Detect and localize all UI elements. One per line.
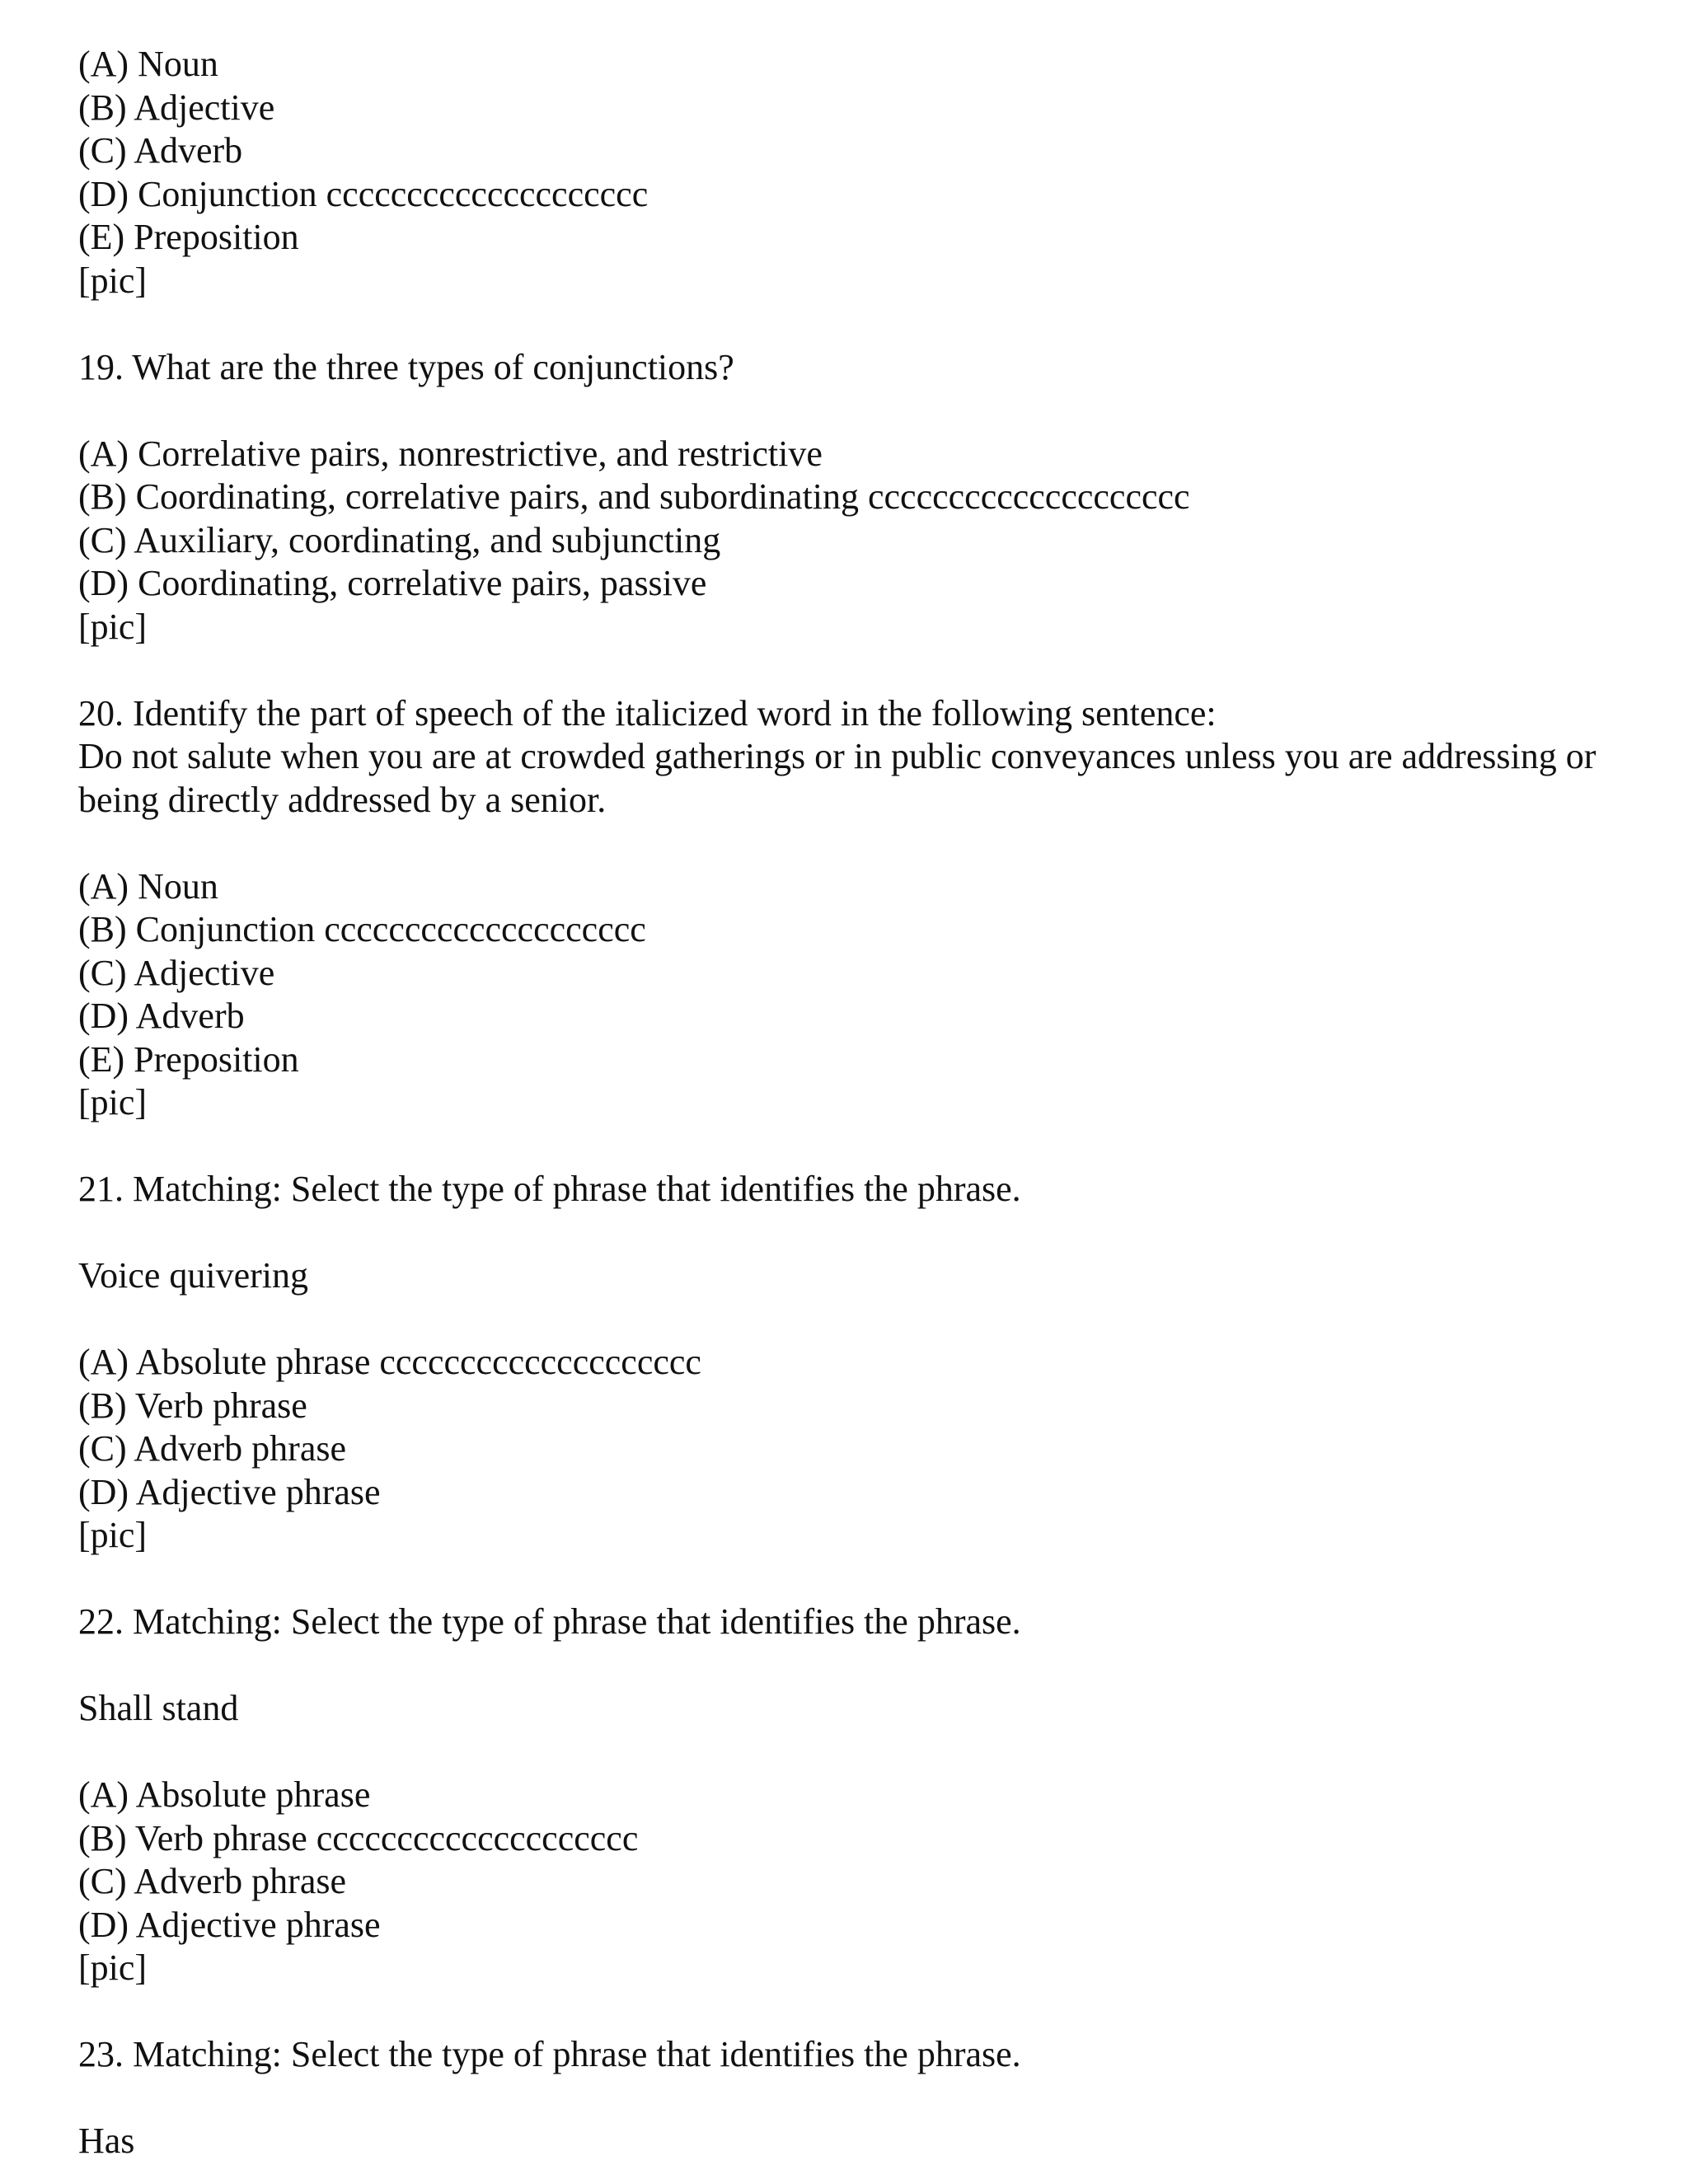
document-body (78, 43, 1644, 2163)
option-b: (B) Adjective (78, 87, 275, 128)
question-stem: 20. Identify the part of speech of the italicized word in the following sentence: (78, 692, 1217, 733)
option-d: (D) Adjective phrase (78, 1471, 381, 1512)
option-d: (D) Coordinating, correlative pairs, passive (78, 563, 707, 603)
option-a: (A) Absolute phrase (78, 1774, 371, 1815)
pic-placeholder: [pic] (78, 260, 148, 301)
question-23 (78, 2033, 1644, 2163)
spacer (78, 649, 1644, 692)
option-a: (A) Noun (78, 44, 218, 84)
option-e: (E) Preposition (78, 1038, 299, 1080)
pic-placeholder: [pic] (78, 606, 148, 647)
question-stem: 19. What are the three types of conjunctions? (78, 346, 734, 387)
spacer (78, 1298, 1644, 1342)
spacer (78, 822, 1644, 865)
question-22 (78, 1601, 1644, 1990)
spacer (78, 389, 1644, 433)
question-20 (78, 692, 1644, 1125)
option-c: (C) Adverb phrase (78, 1861, 347, 1901)
question-phrase: Voice quivering (78, 1255, 309, 1296)
option-b: (B) Verb phrase cccccccccccccccccccc (78, 1817, 639, 1858)
question-sentence: Do not salute when you are at crowded gatherings or in public conveyances unless you are addressing or being directly addressed by a senior. (78, 736, 1597, 820)
spacer (78, 2077, 1644, 2121)
option-a: (A) Correlative pairs, nonrestrictive, and restrictive (78, 433, 823, 474)
option-c: (C) Adverb phrase (78, 1428, 347, 1469)
spacer (78, 1125, 1644, 1169)
option-b: (B) Coordinating, correlative pairs, and subordinating cccccccccccccccccccc (78, 476, 1190, 517)
question-phrase: Has (78, 2121, 135, 2161)
option-b: (B) Verb phrase (78, 1385, 307, 1426)
spacer (78, 302, 1644, 346)
option-c: (C) Adjective (78, 952, 275, 993)
question-stem: 23. Matching: Select the type of phrase that identifies the phrase. (78, 2034, 1021, 2074)
question-stem: 21. Matching: Select the type of phrase that identifies the phrase. (78, 1169, 1021, 1209)
pic-placeholder: [pic] (78, 1082, 148, 1122)
option-e: (E) Preposition (78, 217, 299, 257)
spacer (78, 1731, 1644, 1774)
question-phrase: Shall stand (78, 1688, 239, 1728)
option-c: (C) Auxiliary, coordinating, and subjuncting (78, 519, 721, 560)
option-c: (C) Adverb (78, 130, 243, 171)
option-d: (D) Adverb (78, 996, 245, 1036)
spacer (78, 1212, 1644, 1255)
spacer (78, 1558, 1644, 1601)
question-21 (78, 1168, 1644, 1558)
spacer (78, 1990, 1644, 2034)
option-a: (A) Absolute phrase cccccccccccccccccccc (78, 1342, 701, 1382)
question-stem: 22. Matching: Select the type of phrase that identifies the phrase. (78, 1601, 1021, 1642)
option-d: (D) Conjunction cccccccccccccccccccc (78, 173, 649, 214)
pic-placeholder: [pic] (78, 1515, 148, 1555)
spacer (78, 1644, 1644, 1688)
option-a: (A) Noun (78, 865, 218, 907)
option-d: (D) Adjective phrase (78, 1904, 381, 1945)
option-b: (B) Conjunction cccccccccccccccccccc (78, 909, 646, 949)
previous-question-options (78, 43, 1644, 302)
question-19 (78, 346, 1644, 649)
pic-placeholder: [pic] (78, 1947, 148, 1988)
